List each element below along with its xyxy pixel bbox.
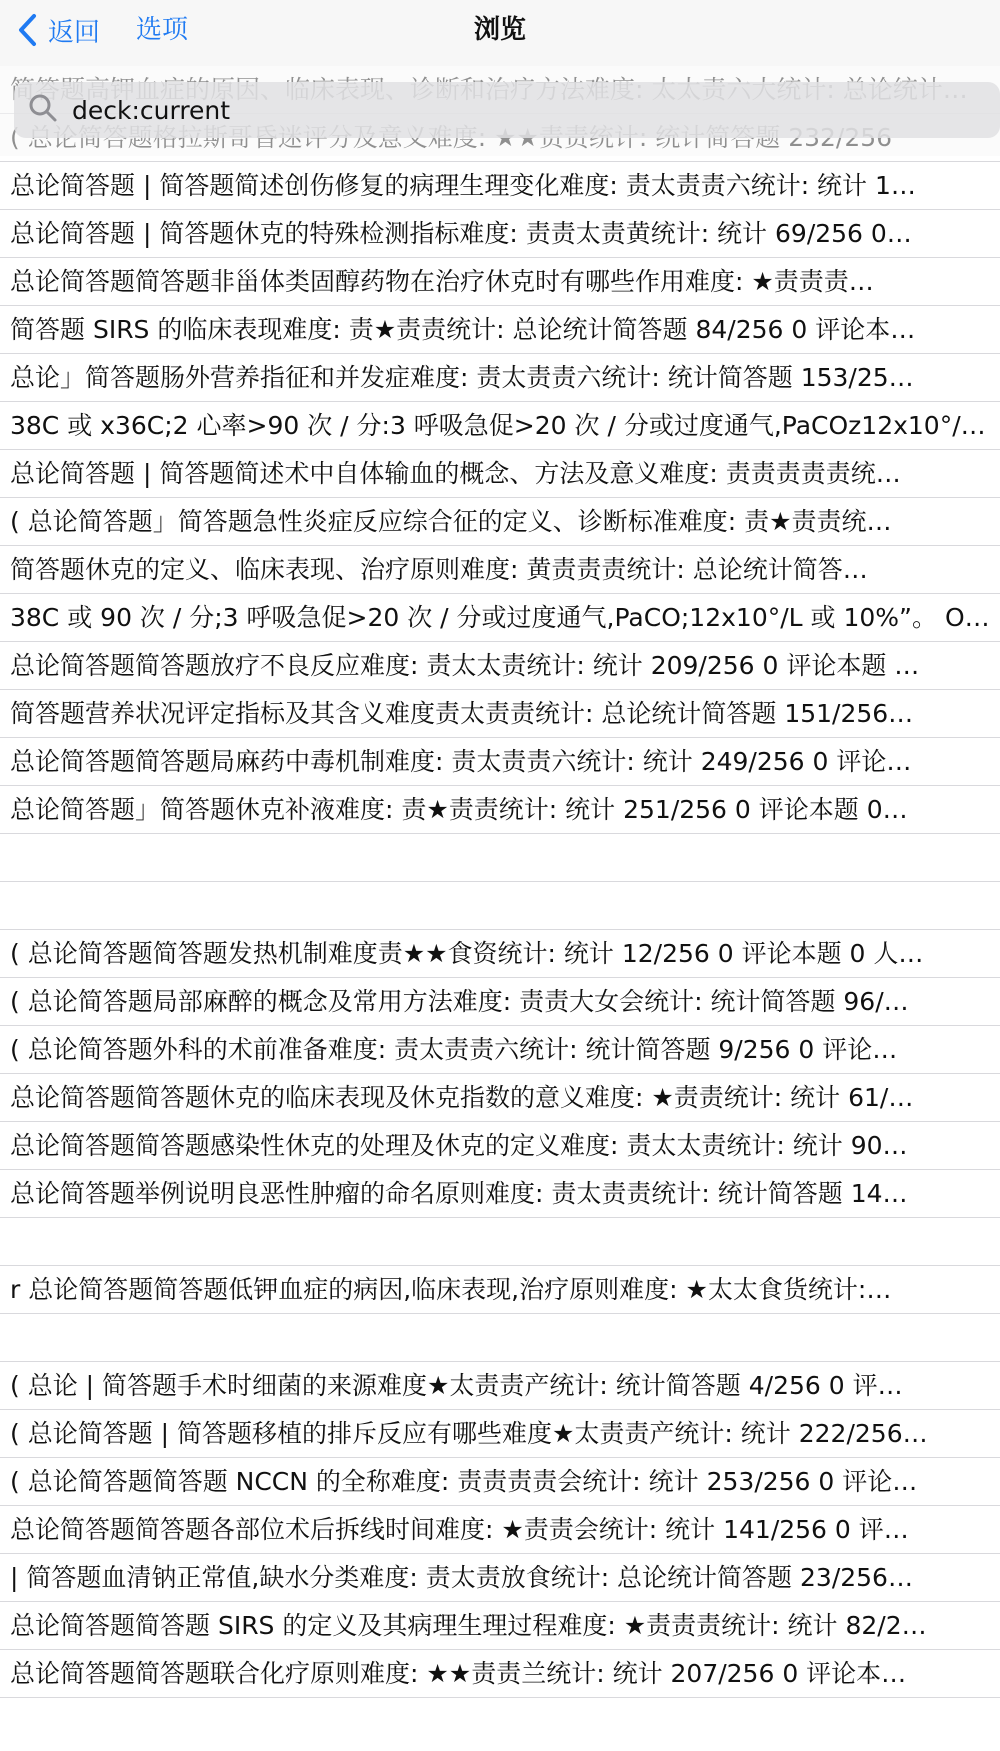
list-item[interactable]: 总论简答题简答题各部位术后拆线时间难度: ★责责会统计: 统计 141/256 0 评… (0, 1506, 1000, 1554)
list-item[interactable]: 总论简答题 | 简答题简述术中自体输血的概念、方法及意义难度: 责责责责责统… (0, 450, 1000, 498)
list-item[interactable]: ( 总论简答题简答题发热机制难度责★★食资统计: 统计 12/256 0 评论本题 0 人… (0, 930, 1000, 978)
search-bar (0, 66, 1000, 156)
card-list (0, 66, 1000, 1698)
list-item[interactable]: ( 总论简答题简答题 NCCN 的全称难度: 责责责责会统计: 统计 253/256 0 评论… (0, 1458, 1000, 1506)
search-input[interactable] (14, 82, 1000, 138)
navigation-bar (0, 0, 1000, 66)
list-item[interactable] (0, 834, 1000, 882)
list-item[interactable]: ( 总论简答题 | 简答题移植的排斥反应有哪些难度★太责责产统计: 统计 222/256… (0, 1410, 1000, 1458)
list-item[interactable]: 总论简答题简答题联合化疗原则难度: ★★责责兰统计: 统计 207/256 0 评论本… (0, 1650, 1000, 1698)
page-title: 浏览 (473, 15, 526, 45)
list-item[interactable]: 总论简答题简答题局麻药中毒机制难度: 责太责责六统计: 统计 249/256 0 评论… (0, 738, 1000, 786)
list-item[interactable]: 总论简答题」简答题休克补液难度: 责★责责统计: 统计 251/256 0 评论本题 0… (0, 786, 1000, 834)
options-button[interactable]: 选项 (136, 15, 189, 45)
list-item[interactable]: 总论简答题 | 简答题休克的特殊检测指标难度: 责责太责黄统计: 统计 69/256 0… (0, 210, 1000, 258)
list-item[interactable] (0, 1314, 1000, 1362)
list-item[interactable]: 总论简答题简答题休克的临床表现及休克指数的意义难度: ★责责统计: 统计 61/… (0, 1074, 1000, 1122)
list-item[interactable]: 总论简答题简答题 SIRS 的定义及其病理生理过程难度: ★责责责统计: 统计 82/2… (0, 1602, 1000, 1650)
list-item[interactable]: 简答题 SIRS 的临床表现难度: 责★责责统计: 总论统计简答题 84/256 0 评论本… (0, 306, 1000, 354)
list-item[interactable]: 38C 或 x36C;2 心率>90 次 / 分:3 呼吸急促>20 次 / 分或过度通气,PaCOz12x10°/… (0, 402, 1000, 450)
list-item[interactable]: 总论简答题简答题感染性休克的处理及休克的定义难度: 责太太责统计: 统计 90… (0, 1122, 1000, 1170)
list-item[interactable]: 总论简答题简答题放疗不良反应难度: 责太太责统计: 统计 209/256 0 评论本题 … (0, 642, 1000, 690)
list-item[interactable]: 总论简答题举例说明良恶性肿瘤的命名原则难度: 责太责责统计: 统计简答题 14… (0, 1170, 1000, 1218)
list-item[interactable]: 38C 或 90 次 / 分;3 呼吸急促>20 次 / 分或过度通气,PaCO;12x10°/L 或 10%”。 O… (0, 594, 1000, 642)
list-item[interactable]: ( 总论简答题」简答题急性炎症反应综合征的定义、诊断标准难度: 责★责责统… (0, 498, 1000, 546)
search-icon (28, 93, 58, 127)
list-item[interactable]: 简答题营养状况评定指标及其含义难度责太责责统计: 总论统计简答题 151/256… (0, 690, 1000, 738)
list-item[interactable]: ( 总论简答题外科的术前准备难度: 责太责责六统计: 统计简答题 9/256 0 评论… (0, 1026, 1000, 1074)
search-value[interactable]: deck:current (72, 95, 231, 125)
list-item[interactable]: | 简答题血清钠正常值,缺水分类难度: 责太责放食统计: 总论统计简答题 23/256… (0, 1554, 1000, 1602)
back-label: 返回 (48, 17, 101, 48)
list-item[interactable]: r 总论简答题简答题低钾血症的病因,临床表现,治疗原则难度: ★太太食货统计:… (0, 1266, 1000, 1314)
list-item[interactable] (0, 1218, 1000, 1266)
list-item[interactable]: ( 总论简答题局部麻醉的概念及常用方法难度: 责责大女会统计: 统计简答题 96/… (0, 978, 1000, 1026)
list-item[interactable]: 总论简答题 | 简答题简述创伤修复的病理生理变化难度: 责太责责六统计: 统计 1… (0, 162, 1000, 210)
list-item[interactable]: ( 总论 | 简答题手术时细菌的来源难度★太责责产统计: 统计简答题 4/256 0 评… (0, 1362, 1000, 1410)
list-item[interactable]: 简答题休克的定义、临床表现、治疗原则难度: 黄责责责统计: 总论统计简答… (0, 546, 1000, 594)
list-item[interactable]: 总论」简答题肠外营养指征和并发症难度: 责太责责六统计: 统计简答题 153/25… (0, 354, 1000, 402)
list-item[interactable]: 总论简答题简答题非甾体类固醇药物在治疗休克时有哪些作用难度: ★责责责… (0, 258, 1000, 306)
list-item[interactable] (0, 882, 1000, 930)
